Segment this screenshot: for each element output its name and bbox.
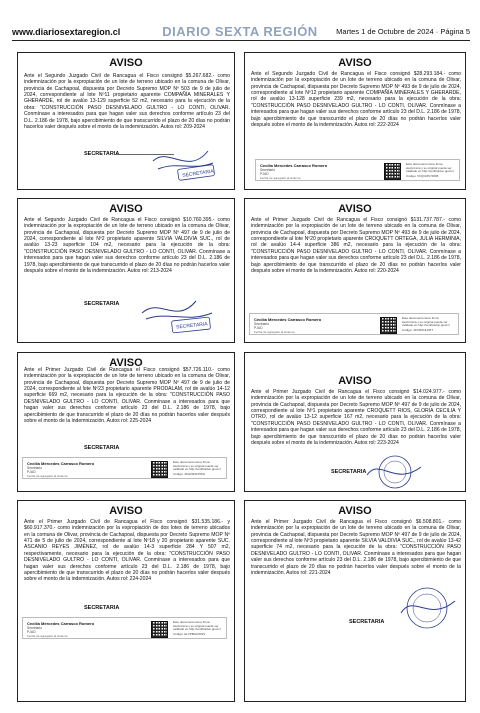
notice-title: AVISO bbox=[338, 203, 372, 215]
notice-title: AVISO bbox=[109, 357, 143, 369]
notice-body: Ante el Primer Juzgado Civil de Rancagua el Fisco consignó $6.508.801.- como indemnización por la expropiación de un lote de terreno ubicado en la comuna de Olivar, provincia de Cachapoal, dispuesta por Decreto Supremo MOP Nº 497 de 9 de julio de 2024, correspondiente al lote Nº3 propietario aparente SILVIA VALDIVIA SUC., rol de avalúo 13-42 superficie 74 m2, necesario para la ejecución de la obra: "CONSTRUCCIÓN PASO DESNIVELADO GULTRO - LO CONTI, OLIVAR. Conmínase a interesados para que hagan valer sus derechos conforme artículo 23 del D.L. 2.186 de 1978, bajo apercibimiento de que transcurrido el plazo de 20 días no podrán hacerlos valer después sobre el monto de la indemnización. Autos rol: 221-2024 bbox=[251, 519, 461, 576]
notice-body: Ante el Primer Juzgado Civil de Rancagua el Fisco consignó $57.726.110.- como indemnización por la expropiación de un lote de terreno ubicado en la comuna de Olivar, provincia de Cachapoal, dispuesta por Decreto Supremo MOP Nº 497 de 9 de julio de 2024, correspondiente al lote Nº23 propietario aparente PRODALAM, rol de avalúo 14-12 superficie 669 m2, necesario para la ejecución de la obra: "CONSTRUCCIÓN PASO DESNIVELADO GULTRO - LO CONTI, OLIVAR. Conmínase a interesados para que hagan valer sus derechos conforme artículo 23 del D.L. 2.186 de 1978, bajo apercibimiento de que transcurrido el plazo de 20 días no podrán hacerlos valer después sobre el monto de la indemnización. Autos rol: 225-2024 bbox=[24, 367, 230, 424]
stamp-text: SECRETARIA bbox=[181, 168, 215, 179]
verify-text: Este documento tiene firma electrónica y su original puede ser validado en http://verificadoc.pjud.cl bbox=[173, 460, 221, 472]
signer-name: Cecilia Mercedes Carrasco Romero bbox=[260, 163, 328, 168]
notice-1 bbox=[17, 52, 235, 190]
signer-role: Secretario bbox=[260, 168, 276, 172]
notice-body: Ante el Primer Juzgado Civil de Rancagua el Fisco consignó $131.737.787.- como indemnización por la expropiación de un lote de terreno ubicado en la comuna de Olivar, provincia de Cachapoal, dispuesta por Decreto Supremo MOP Nº 493 de 9 de julio de 2024, correspondiente al lote Nº20 propietario aparente CROQUETT ORTEGA, JULIA HERMINIA, rol de avalúo 14-4 superficie 386 m2, necesario para la ejecución de la obra: "CONSTRUCCIÓN PASO DESNIVELADO GULTRO - LO CONTI, OLIVAR. Conmínase a interesados para que hagan valer sus derechos conforme artículo 23 del D.L. 2.186 de 1978, bajo apercibimiento de que transcurrido el plazo de 20 días no podrán hacerlos valer después sobre el monto de la indemnización. Autos rol: 220-2024 bbox=[251, 217, 461, 274]
masthead-rule bbox=[12, 40, 470, 41]
signer-location: PJUD bbox=[27, 470, 36, 474]
notice-body: Ante el Primer Juzgado Civil de Rancagua el Fisco consignó $31.535.186.- y $60.917.370.- como indemnización por la expropiación de dos lotes de terreno ubicados en la comuna de Olivar, provincia de Cachapoal, dispuesta por Decreto Supremo MOP Nº 471 de 5 de julio de 2024, correspondiente al lote Nº18 y 20 propietario aparente SUC. ASCANIO REYES JIMÉNEZ, rol de avalúo 14-3 superficie 284 Y 507 m2, respectivamente, necesario para la ejecución de la obra: "CONSTRUCCIÓN PASO DESNIVELADO GULTRO - LO CONTI, OLIVAR. Conmínase a interesados para que hagan valer sus derechos conforme artículo 23 del D.L. 2.186 de 1978, bajo apercibimiento de que transcurrido el plazo de 20 días no podrán hacerlos valer después sobre el monto de la indemnización. Autos rol: 224-2024 bbox=[24, 519, 230, 583]
qr-code-icon bbox=[384, 163, 401, 180]
notice-title: AVISO bbox=[109, 57, 143, 69]
signature-stamp bbox=[148, 141, 218, 185]
signer-role: Secretario bbox=[27, 466, 43, 470]
stamp-text: SECRETARIA bbox=[175, 321, 208, 331]
secretaria-label: SECRETARIA bbox=[84, 605, 120, 611]
notice-7 bbox=[17, 500, 235, 702]
signature-stamp bbox=[395, 583, 459, 633]
notice-body: Ante el Primer Juzgado Civil de Rancagua el Fisco consignó $14.024.977.- como indemnización por la expropiación de un lote de terreno ubicado en la comuna de Olivar, provincia de Cachapoal, dispuesta por Decreto Supremo MOP Nº 497 de 9 de julio de 2024, correspondiente al lote Nº1 propietario aparente CROQUETT RIOS, GLORIA CECILIA Y OTRO, rol de avalúo 13-12 superficie 167 m2, necesario para la ejecución de la obra: "CONSTRUCCIÓN PASO DESNIVELADO GULTRO - LO CONTI, OLIVAR. Conmínase a interesados para que hagan valer sus derechos conforme artículo 23 del D.L. 2.186 de 1978, bajo apercibimiento de que transcurrido el plazo de 20 días no podrán hacerlos valer después sobre el monto de la indemnización. Autos rol: 223-2024 bbox=[251, 389, 461, 446]
qr-code-icon bbox=[151, 461, 168, 478]
notice-2 bbox=[244, 52, 466, 190]
notice-body: Ante el Segundo Juzgado Civil de Rancagua el Fisco consignó $10.760.395.- como indemnización por la expropiación de un lote de terreno ubicado en la comuna de Olivar, provincia de Cachapoal, dispuesta por Decreto Supremo MOP Nº 497 de 9 de julio de 2024, correspondiente al lote Nº2 propietario aparente SILVIA VALDIVIA SUC., rol de avalúo 13-23 superficie 104 m2, necesario para la ejecución de la obra: "CONSTRUCCIÓN PASO DESNIVELADO GULTRO - LO CONTI, OLIVAR. Conmínase a interesados para que hagan valer sus derechos conforme artículo 23 del D.L. 2.186 de 1978, bajo apercibimiento de que transcurrido el plazo de 20 días no podrán hacerlos valer después sobre el monto de la indemnización. Autos rol: 213-2024 bbox=[24, 217, 230, 274]
secretaria-label: SECRETARIA bbox=[84, 445, 120, 451]
secretaria-label: SECRETARIA bbox=[331, 469, 367, 475]
newspaper-name: DIARIO SEXTA REGIÓN bbox=[162, 24, 318, 39]
signature-stamp bbox=[365, 453, 425, 491]
verify-code: Código: VFQCMSYDNB bbox=[406, 174, 439, 178]
e-signature-block bbox=[22, 457, 227, 479]
signer-date: Fecha de agregado al sistema bbox=[260, 176, 301, 180]
verify-text: Este documento tiene firma electrónica y su original puede ser validado en http://verificadoc.pjud.cl bbox=[402, 316, 450, 328]
qr-code-icon bbox=[380, 317, 397, 334]
notice-title: AVISO bbox=[338, 57, 372, 69]
signer-name: Cecilia Mercedes Carrasco Romero bbox=[27, 621, 95, 626]
e-signature-block bbox=[22, 617, 227, 639]
signer-name: Cecilia Mercedes Carrasco Romero bbox=[254, 317, 322, 322]
verify-code: Código: JDHXRSFPWG bbox=[173, 472, 206, 476]
verify-code: Código: HLVPBGKWNS bbox=[173, 632, 206, 636]
notice-8 bbox=[244, 500, 466, 702]
e-signature-block bbox=[255, 159, 460, 181]
notice-4 bbox=[244, 198, 466, 343]
signer-date: Fecha de agregado al sistema bbox=[27, 634, 68, 638]
notice-5 bbox=[17, 352, 235, 492]
notice-title: AVISO bbox=[338, 375, 372, 387]
verify-text: Este documento tiene firma electrónica y su original puede ser validado en http://verificadoc.pjud.cl bbox=[173, 620, 221, 632]
signer-date: Fecha de agregado al sistema bbox=[254, 330, 295, 334]
notice-body: Ante el Segundo Juzgado Civil de Rancagua el Fisco consignó $5.267.682.- como indemnización por la expropiación de un lote de terreno ubicado en la comuna de Olivar, provincia de Cachapoal, dispuesta por Decreto Supremo MOP Nº 503 de 9 de julio de 2024, correspondiente al lote Nº11 propietario aparente COMPAÑÍA MINERALES Y GHERARDE, rol de avalúo 13-129 superficie 52 m2, necesario para la ejecución de la obra: "CONSTRUCCIÓN PASO DESNIVELADO GULTRO - LO CONTI, OLIVAR. Conmínase a interesados para que hagan valer sus derechos conforme artículo 23 del D.L. 2.186 de 1978, bajo apercibimiento de que transcurrido el plazo de 20 días no podrán hacerlos valer después sobre el monto de la indemnización. Autos rol: 209-2024 bbox=[24, 73, 230, 130]
qr-code-icon bbox=[151, 621, 168, 638]
signer-role: Secretario bbox=[27, 626, 43, 630]
secretaria-label: SECRETARIA bbox=[84, 151, 120, 157]
signature-stamp bbox=[138, 295, 218, 341]
notice-3 bbox=[17, 198, 235, 343]
secretaria-label: SECRETARIA bbox=[84, 301, 120, 307]
dateline: Martes 1 de Octubre de 2024 · Página 5 bbox=[336, 27, 470, 36]
signer-location: PJUD bbox=[27, 630, 36, 634]
signer-name: Cecilia Mercedes Carrasco Romero bbox=[27, 461, 95, 466]
secretaria-label: SECRETARIA bbox=[349, 619, 385, 625]
verify-code: Código: JDVMXNLPRT bbox=[402, 328, 434, 332]
e-signature-block bbox=[249, 313, 459, 335]
signer-location: PJUD bbox=[260, 172, 269, 176]
notice-6 bbox=[244, 352, 466, 492]
site-url[interactable]: www.diariosextaregion.cl bbox=[12, 27, 121, 37]
notice-title: AVISO bbox=[109, 203, 143, 215]
notice-body: Ante el Segundo Juzgado Civil de Rancagua el Fisco consignó $28.293.184.- como indemnización por la expropiación de un lote de terreno ubicado en la comuna de Olivar, provincia de Cachapoal, dispuesta por Decreto Supremo MOP Nº 493 de 9 de julio de 2024, correspondiente al lote Nº12 propietario aparente COMPAÑÍA MINERALES Y GHERARDE, rol de avalúo 13-128 superficie 239 m2, necesario para la ejecución de la obra: "CONSTRUCCIÓN PASO DESNIVELADO GULTRO - LO CONTI, OLIVAR. Conmínase a interesados para que hagan valer sus derechos conforme artículo 23 del D.L. 2.186 de 1978, bajo apercibimiento de que transcurrido el plazo de 20 días no podrán hacerlos valer después sobre el monto de la indemnización. Autos rol: 222-2024 bbox=[251, 71, 461, 128]
signer-date: Fecha de agregado al sistema bbox=[27, 474, 68, 478]
signer-role: Secretario bbox=[254, 322, 270, 326]
masthead bbox=[0, 0, 480, 40]
signer-location: PJUD bbox=[254, 326, 263, 330]
verify-text: Este documento tiene firma electrónica y su original puede ser validado en http://verificadoc.pjud.cl bbox=[406, 162, 454, 174]
notice-title: AVISO bbox=[109, 505, 143, 517]
notice-title: AVISO bbox=[338, 505, 372, 517]
